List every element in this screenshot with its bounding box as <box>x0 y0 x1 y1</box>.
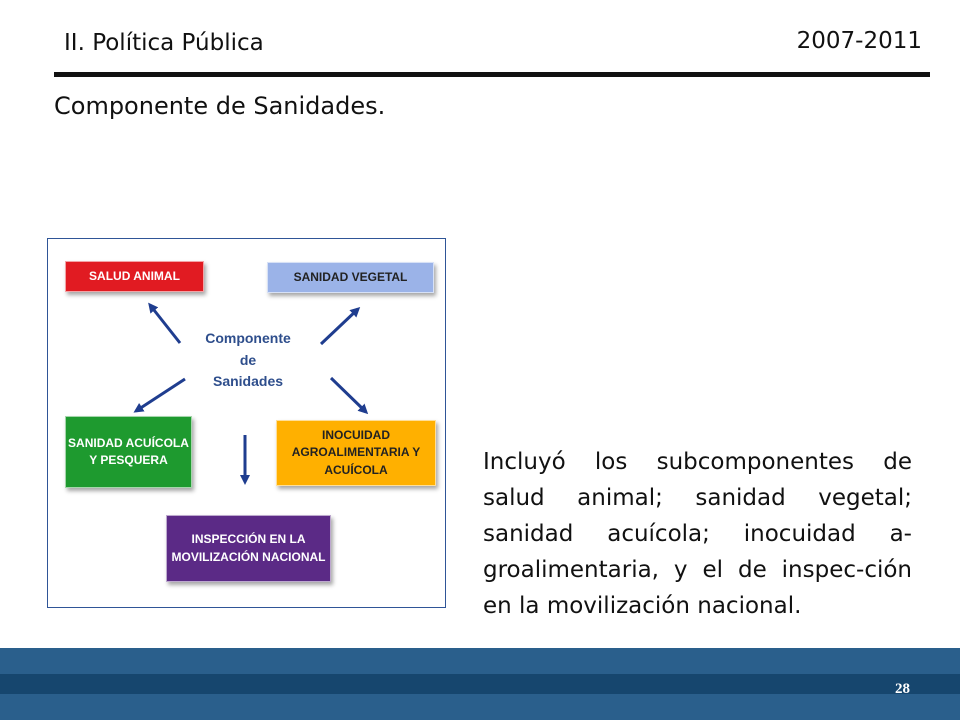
salud-animal-box: SALUD ANIMAL <box>65 261 204 292</box>
sanidad-vegetal-box: SANIDAD VEGETAL <box>267 262 434 293</box>
center-label-line: Sanidades <box>212 373 284 390</box>
arrow-to-acuicola <box>136 379 185 411</box>
center-label-line: de <box>239 351 257 368</box>
inspeccion-box: INSPECCIÓN EN LA MOVILIZACIÓN NACIONAL <box>166 515 331 582</box>
slide-subtitle: Componente de Sanidades. <box>54 92 386 120</box>
arrow-to-salud-animal <box>150 305 180 343</box>
center-label-line: Componente <box>205 330 291 346</box>
arrow-to-inocuidad <box>331 378 366 412</box>
section-title: II. Política Pública <box>64 30 264 56</box>
period-label: 2007-2011 <box>796 28 922 54</box>
header-divider <box>54 72 930 77</box>
description-text: Incluyó los subcomponentes de salud animal; sanidad vegetal; sanidad acuícola; inocuidad a-groalimentaria, y el de inspec-ción en la movilización nacional. <box>483 449 912 619</box>
center-label <box>188 328 308 393</box>
components-diagram <box>47 238 446 608</box>
page-number: 28 <box>895 681 910 697</box>
sanidad-acuicola-box: SANIDAD ACUÍCOLA Y PESQUERA <box>65 416 192 488</box>
footer-bar <box>0 648 960 720</box>
inocuidad-box: INOCUIDAD AGROALIMENTARIA Y ACUÍCOLA <box>276 420 436 486</box>
arrow-to-sanidad-vegetal <box>321 309 358 344</box>
footer-band <box>0 674 960 694</box>
